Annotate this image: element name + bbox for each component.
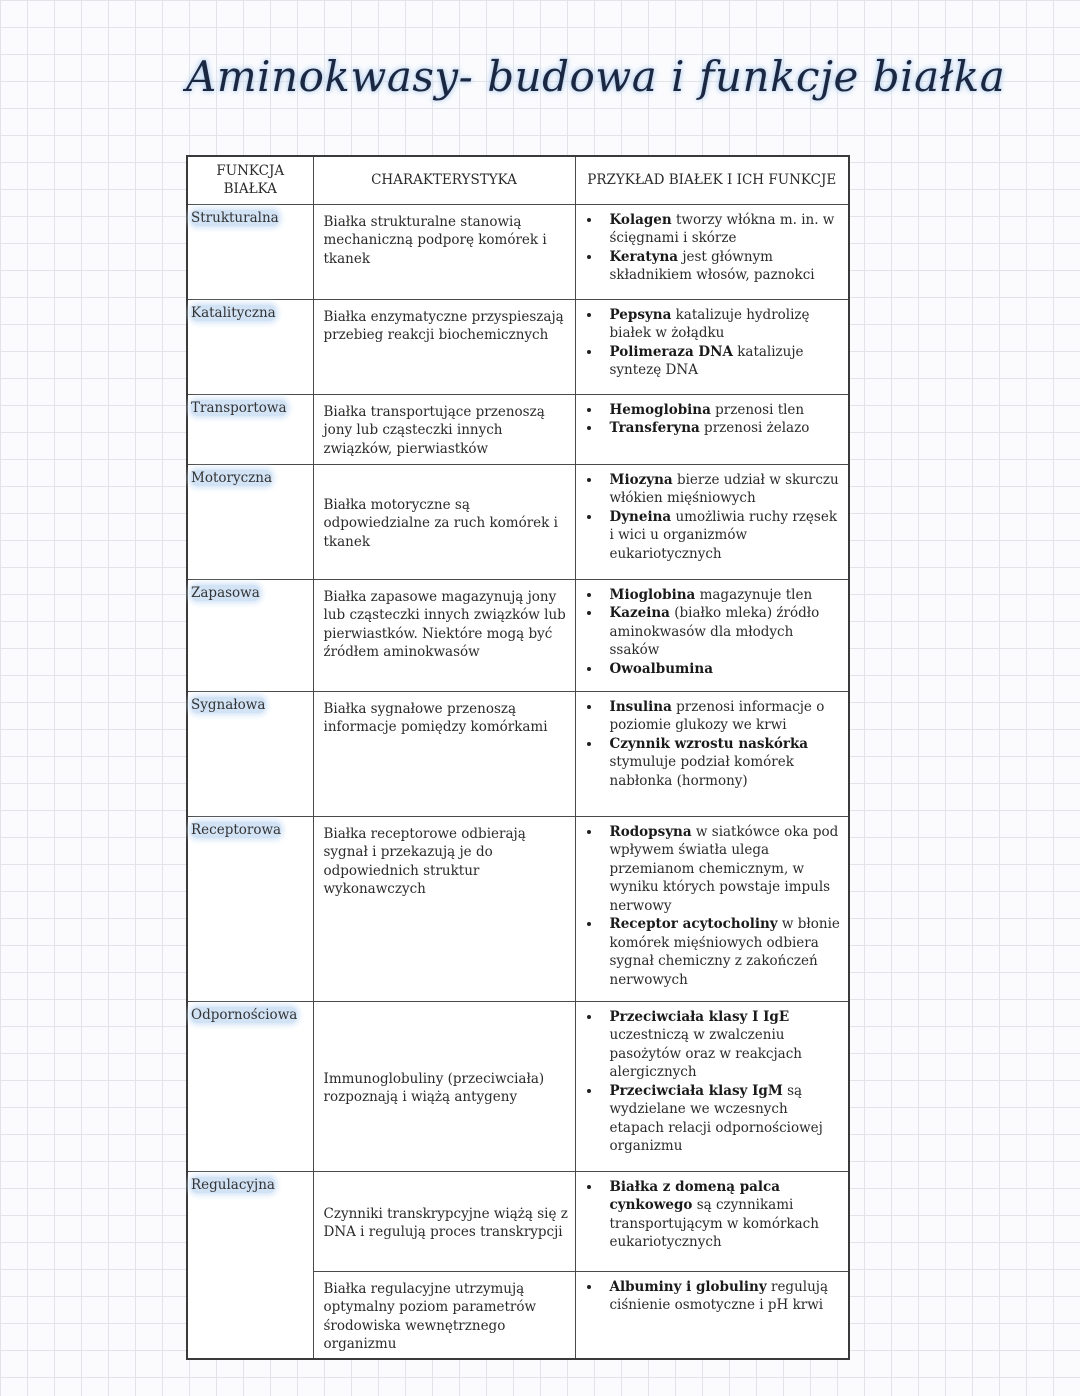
- description-cell: Białka enzymatyczne przyspieszają przebieg reakcji biochemicznych: [313, 299, 575, 394]
- examples-cell: [575, 1171, 849, 1271]
- examples-cell: [575, 204, 849, 299]
- description-cell: Immunoglobuliny (przeciwciała) rozpoznają i wiążą antygeny: [313, 1001, 575, 1171]
- table-row: [187, 1171, 849, 1271]
- list-item: Receptor acytocholiny w błonie komórek mięśniowych odbiera sygnał chemiczny z zakończeń nerwowych: [582, 915, 845, 989]
- list-item: Czynnik wzrostu naskórka stymuluje podział komórek nabłonka (hormony): [582, 735, 845, 791]
- list-item: Kazeina (białko mleka) źródło aminokwasów dla młodych ssaków: [582, 604, 845, 660]
- list-item: Dyneina umożliwia ruchy rzęsek i wici u organizmów eukariotycznych: [582, 508, 845, 564]
- examples-cell: [575, 299, 849, 394]
- examples-cell: [575, 816, 849, 1001]
- function-label: Sygnałowa: [191, 696, 266, 713]
- table-row: [187, 299, 849, 394]
- header-characteristics: CHARAKTERYSTYKA: [313, 156, 575, 204]
- list-item: Hemoglobina przenosi tlen: [582, 401, 845, 420]
- function-cell: [187, 299, 313, 394]
- examples-cell: [575, 1001, 849, 1171]
- function-cell: [187, 204, 313, 299]
- examples-cell: [575, 579, 849, 691]
- function-cell: [187, 816, 313, 1001]
- page-title: Aminokwasy- budowa i funkcje białka: [186, 52, 1006, 101]
- description-cell: Białka receptorowe odbierają sygnał i przekazują je do odpowiednich struktur wykonawczych: [313, 816, 575, 1001]
- function-cell: [187, 579, 313, 691]
- description-cell: Białka transportujące przenoszą jony lub cząsteczki innych związków, pierwiastków: [313, 394, 575, 464]
- list-item: Rodopsyna w siatkówce oka pod wpływem światła ulega przemianom chemicznym, w wyniku których powstaje impuls nerwowy: [582, 823, 845, 916]
- protein-functions-table: [186, 155, 850, 1360]
- list-item: Albuminy i globuliny regulują ciśnienie osmotyczne i pH krwi: [582, 1278, 845, 1315]
- function-cell: [187, 1001, 313, 1171]
- table-row: [187, 1001, 849, 1171]
- description-cell: Białka sygnałowe przenoszą informacje pomiędzy komórkami: [313, 691, 575, 816]
- examples-cell: [575, 691, 849, 816]
- function-label: Receptorowa: [191, 821, 282, 838]
- function-cell: [187, 1171, 313, 1359]
- function-label: Regulacyjna: [191, 1176, 275, 1193]
- description-cell: Białka zapasowe magazynują jony lub cząsteczki innych związków lub pierwiastków. Niektóre mogą być źródłem aminokwasów: [313, 579, 575, 691]
- list-item: Przeciwciała klasy IgM są wydzielane we wczesnych etapach relacji odpornościowej organizmu: [582, 1082, 845, 1156]
- description-cell: Białka strukturalne stanowią mechaniczną podporę komórek i tkanek: [313, 204, 575, 299]
- table-row: [187, 204, 849, 299]
- header-function: FUNKCJA BIAŁKA: [187, 156, 313, 204]
- table-header-row: [187, 156, 849, 204]
- examples-cell: [575, 1271, 849, 1359]
- table-row: [187, 816, 849, 1001]
- function-label: Motoryczna: [191, 469, 272, 486]
- table-row: [187, 394, 849, 464]
- function-label: Transportowa: [191, 399, 287, 416]
- list-item: Owoalbumina: [582, 660, 845, 679]
- list-item: Insulina przenosi informacje o poziomie glukozy we krwi: [582, 698, 845, 735]
- function-label: Katalityczna: [191, 304, 276, 321]
- table-row: [187, 579, 849, 691]
- table-row: [187, 691, 849, 816]
- function-label: Zapasowa: [191, 584, 260, 601]
- list-item: Transferyna przenosi żelazo: [582, 419, 845, 438]
- list-item: Miozyna bierze udział w skurczu włókien mięśniowych: [582, 471, 845, 508]
- function-label: Strukturalna: [191, 209, 279, 226]
- list-item: Przeciwciała klasy I IgE uczestniczą w zwalczeniu pasożytów oraz w reakcjach alergicznych: [582, 1008, 845, 1082]
- description-cell: Białka motoryczne są odpowiedzialne za ruch komórek i tkanek: [313, 464, 575, 579]
- list-item: Keratyna jest głównym składnikiem włosów, paznokci: [582, 248, 845, 285]
- function-cell: [187, 691, 313, 816]
- description-cell: Czynniki transkrypcyjne wiążą się z DNA i regulują proces transkrypcji: [313, 1171, 575, 1271]
- description-cell: Białka regulacyjne utrzymują optymalny poziom parametrów środowiska wewnętrznego organizmu: [313, 1271, 575, 1359]
- function-cell: [187, 394, 313, 464]
- list-item: Mioglobina magazynuje tlen: [582, 586, 845, 605]
- list-item: Kolagen tworzy włókna m. in. w ścięgnami i skórze: [582, 211, 845, 248]
- function-label: Odpornościowa: [191, 1006, 298, 1023]
- function-cell: [187, 464, 313, 579]
- examples-cell: [575, 464, 849, 579]
- table-row: [187, 464, 849, 579]
- examples-cell: [575, 394, 849, 464]
- list-item: Polimeraza DNA katalizuje syntezę DNA: [582, 343, 845, 380]
- header-examples: PRZYKŁAD BIAŁEK I ICH FUNKCJE: [575, 156, 849, 204]
- list-item: Białka z domeną palca cynkowego są czynnikami transportującym w komórkach eukariotycznych: [582, 1178, 845, 1252]
- list-item: Pepsyna katalizuje hydrolizę białek w żołądku: [582, 306, 845, 343]
